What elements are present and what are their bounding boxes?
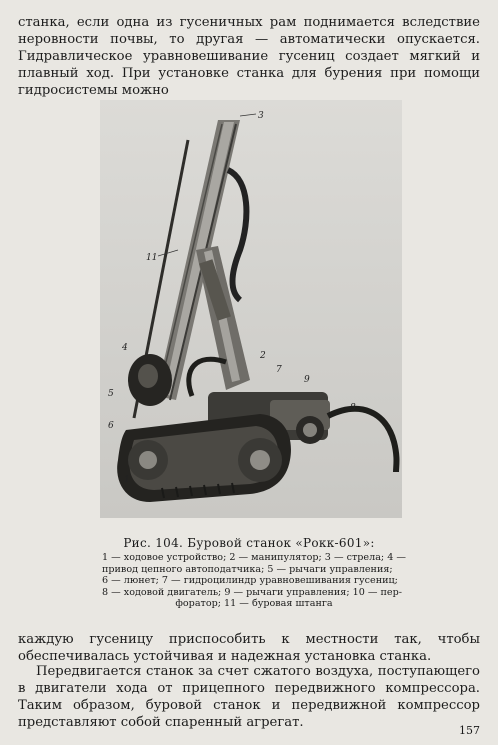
bottom-paragraph-1: каждую гусеницу приспособить к местности так, чтобы обеспечивалась устойчивая и надежная установка станка. [18, 632, 480, 664]
figure-photo [100, 100, 402, 518]
callout-4: 4 [122, 343, 128, 353]
callout-5: 5 [108, 389, 114, 399]
page-number: 157 [459, 724, 480, 737]
legend-line: форатор; 11 — буровая штанга [175, 598, 333, 609]
drill-rig-illustration [100, 100, 402, 518]
callout-8: 8 [350, 403, 356, 413]
callout-2: 2 [260, 351, 266, 361]
callout-7: 7 [276, 365, 282, 375]
figure-legend [102, 552, 406, 610]
top-paragraph: станка, если одна из гусеничных рам поднимается вследствие неровности почвы, то другая — автоматически опускается. Гидравлическое уравновешивание гусениц создает мягкий и плавный ход. При установке станка для бурения при помощи гидросистемы можно [18, 15, 480, 98]
callout-1: 1 [124, 475, 130, 485]
figure-caption: Рис. 104. Буровой станок «Рокк-601»: [123, 536, 375, 550]
bottom-paragraph-2: Передвигается станок за счет сжатого воздуха, поступающего в двигатели хода от прицепного передвижного компрессора. Таким образом, буровой станок и передвижной компрессор представляют собой спаренный агрегат. [18, 664, 480, 730]
callout-9: 9 [304, 375, 310, 385]
legend-line: 8 — ходовой двигатель; 9 — рычаги управления; 10 — пер- [102, 586, 402, 598]
legend-line: привод цепного автоподатчика; 5 — рычаги управления; [102, 563, 393, 575]
callout-3: 3 [258, 111, 264, 121]
legend-line: 6 — люнет; 7 — гидроцилиндр уравновешивания гусениц; [102, 575, 398, 586]
callout-6: 6 [108, 421, 114, 431]
legend-line: 1 — ходовое устройство; 2 — манипулятор; 3 — стрела; 4 — [102, 552, 406, 563]
callout-11: 11 [146, 253, 158, 263]
